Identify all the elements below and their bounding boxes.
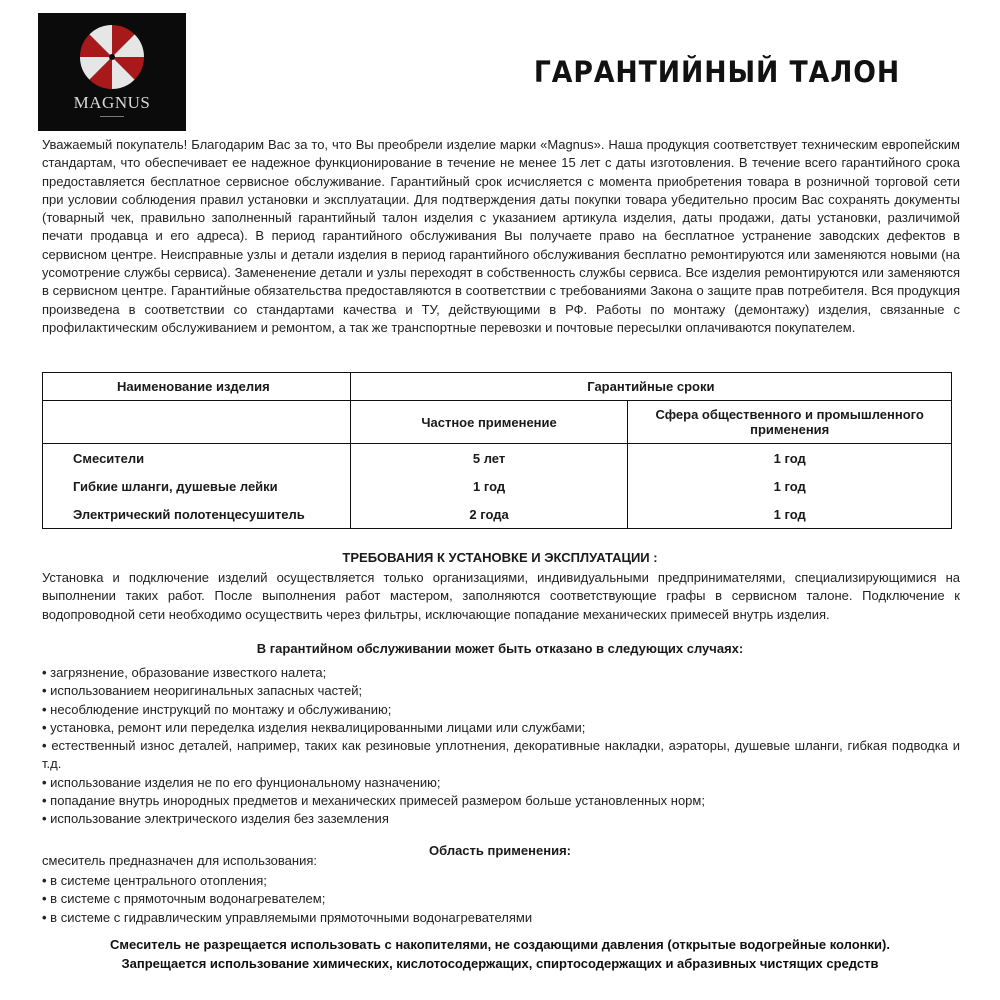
warning-storage-heaters: Смеситель не разрещается использовать с накопителями, не создающими давления (открытые водогрейные колонки). — [110, 937, 890, 952]
application-area-intro: смеситель предназначен для использования: — [42, 853, 317, 868]
list-item: • естественный износ деталей, например, таких как резиновые уплотнения, декоративные накладки, аэраторы, душевые шланги, гибкая подводка и т.д. — [42, 737, 960, 774]
list-item: • загрязнение, образование известкого налета; — [42, 664, 960, 682]
list-item: • установка, ремонт или переделка изделия неквалицированными лицами или службами; — [42, 719, 960, 737]
list-item: • попадание внутрь инородных предметов и механических примесей размером больше установленных норм; — [42, 792, 960, 810]
subheader-public-use: Сфера общественного и промышленного применения — [628, 401, 952, 444]
row-public-term: 1 год — [628, 472, 952, 500]
denial-heading: В гарантийном обслуживании может быть отказано в следующих случаях: — [256, 641, 744, 656]
requirements-paragraph: Установка и подключение изделий осуществляется только организациями, индивидуальными предпринимателями, специализирующимися на выполнении таких работ. После выполнения работ мастером, заполняются соответствующие графы в сервисном талоне. Подключение к водопроводной сети необходимо осуществить через фильтры, исключающие попадание механических примесей внутрь изделия. — [42, 570, 960, 622]
list-item: • использование электрического изделия без заземления — [42, 810, 960, 828]
warning-cleaning-agents: Запрещается использование химических, кислотосодержащих, спиртосодержащих и абразивных чистящих средств — [121, 956, 879, 971]
row-product-name: Гибкие шланги, душевые лейки — [43, 472, 351, 500]
table-subheader-row — [43, 401, 952, 444]
row-private-term: 2 года — [350, 500, 628, 529]
list-item: • в системе центрального отопления; — [42, 872, 532, 890]
row-private-term: 1 год — [350, 472, 628, 500]
table-header-row — [43, 373, 952, 401]
list-item: • использованием неоригинальных запасных частей; — [42, 682, 960, 700]
requirements-heading: ТРЕБОВАНИЯ К УСТАНОВКЕ И ЭКСПЛУАТАЦИИ : — [342, 550, 658, 565]
intro-paragraph: Уважаемый покупатель! Благодарим Вас за то, что Вы преобрели изделие марки «Magnus». Наша продукция соответствует техническим европейским стандартам, что обеспечивает ее надежное функционирование в течение не менее 15 лет с даты изготовления. В течение всего гарантийного срока предоставляется бесплатное сервисное обслуживание. Гарантийный срок исчисляется с момента приобретения товара в розничной торговой сети при условии соблюдения правил установки и эксплуатации. Для подтверждения даты покупки товара убедительно просим Вас сохранять документы (товарный чек, правильно заполненный гарантийный талон изделия с указанием артикула изделия, даты продажи, даты установки, различимой печати продавца и его адреса). В период гарантийного обслуживания Вы получаете право на бесплатное устранение заводских дефектов в сервисном центре. Неисправные узлы и детали изделия в период гарантийного обслуживания бесплатно ремонтируются или заменяются новыми (на усомотрение службы сервиса). Замененение детали и узлы переходят в собственность службы сервиса. Все изделия ремонтируются или заменяются в сервисном центре. Гарантийные обязательства предоставляются в соответствии с требованиями Закона о защите прав потребителя. Вся продукция произведена в соответствии со стандартами качества и ТУ, действующими в РФ. Работы по монтажу (демонтажу) изделия, связанные с профилактическим обслуживанием и ремонтом, а так же транспортные перевозки и почтовые пересылки оплачиваются покупателем. — [42, 137, 960, 335]
row-product-name: Смесители — [43, 444, 351, 473]
header-product-name: Наименование изделия — [43, 373, 351, 401]
table-row — [43, 500, 952, 529]
list-item: • в системе с прямоточным водонагревателем; — [42, 890, 532, 908]
row-product-name: Электрический полотенцесушитель — [43, 500, 351, 529]
logo-divider — [100, 116, 124, 117]
list-item: • использование изделия не по его фунциональному назначению; — [42, 774, 960, 792]
brand-logo — [38, 13, 186, 131]
umbrella-emblem-icon — [78, 23, 146, 91]
application-area-list — [42, 872, 532, 927]
list-item: • несоблюдение инструкций по монтажу и обслуживанию; — [42, 701, 960, 719]
application-area-heading: Область применения: — [429, 843, 571, 858]
denial-list — [42, 664, 960, 829]
page-title: ГАРАНТИЙНЫЙ ТАЛОН — [533, 55, 900, 89]
table-row — [43, 444, 952, 473]
table-row — [43, 472, 952, 500]
subheader-private-use: Частное применение — [350, 401, 628, 444]
warranty-table — [42, 372, 952, 529]
header-warranty-terms: Гарантийные сроки — [350, 373, 951, 401]
brand-name: MAGNUS — [73, 93, 151, 112]
row-public-term: 1 год — [628, 500, 952, 529]
row-private-term: 5 лет — [350, 444, 628, 473]
subheader-empty — [43, 401, 351, 444]
list-item: • в системе с гидравлическим управляемыми прямоточными водонагревателями — [42, 909, 532, 927]
row-public-term: 1 год — [628, 444, 952, 473]
